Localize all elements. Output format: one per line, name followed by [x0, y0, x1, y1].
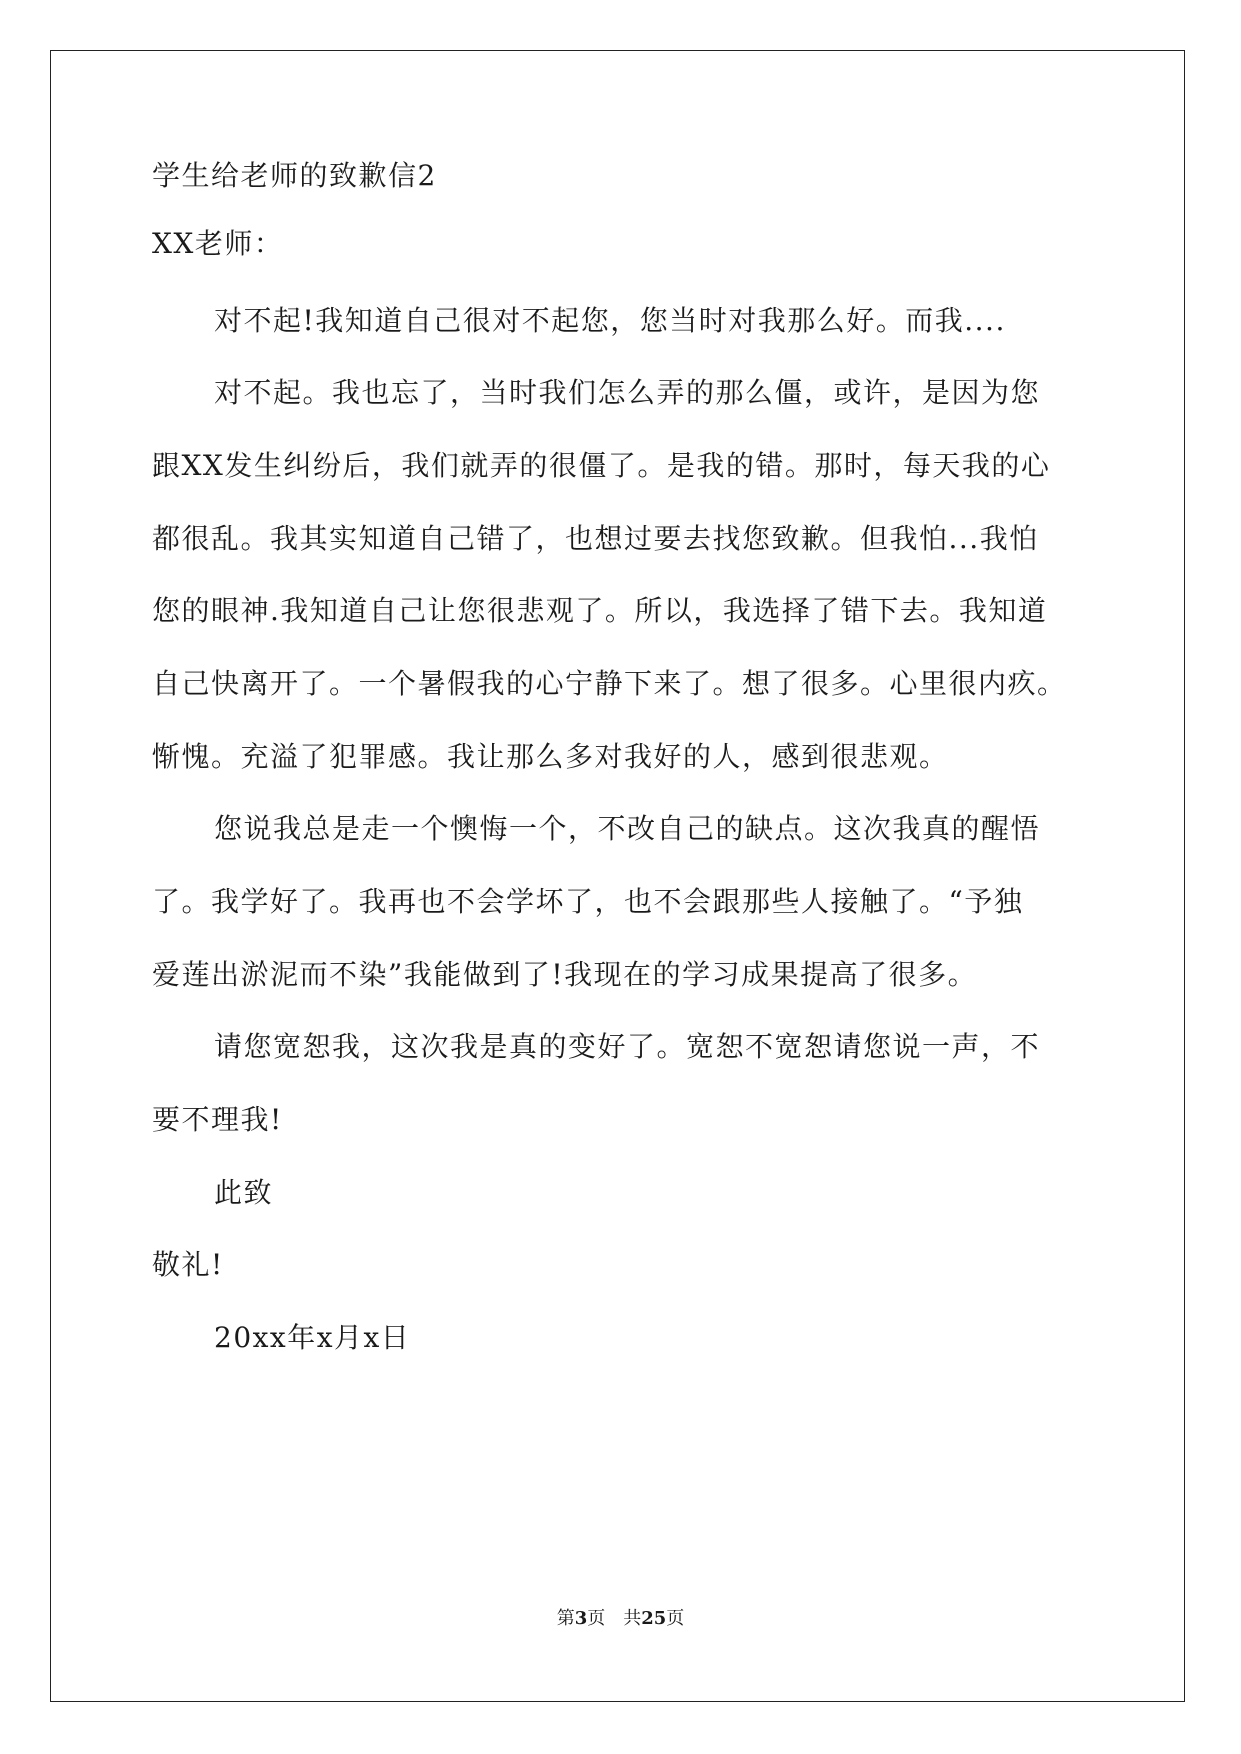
- paragraph-line: 爱莲出淤泥而不染”我能做到了!我现在的学习成果提高了很多。: [152, 958, 978, 991]
- paragraph-line: 您的眼神.我知道自己让您很悲观了。所以，我选择了错下去。我知道: [152, 594, 1048, 627]
- page-prefix: 第: [556, 1608, 575, 1629]
- page-suffix: 页: [587, 1608, 606, 1629]
- paragraph-line: 要不理我!: [152, 1103, 283, 1136]
- paragraph-line: 请您宽恕我，这次我是真的变好了。宽恕不宽恕请您说一声，不: [214, 1030, 1041, 1063]
- paragraph-line: 惭愧。充溢了犯罪感。我让那么多对我好的人，感到很悲观。: [152, 740, 949, 773]
- page-number: 3: [574, 1608, 588, 1629]
- closing-line: 此致: [214, 1176, 274, 1209]
- paragraph-line: 对不起。我也忘了，当时我们怎么弄的那么僵，或许，是因为您: [214, 376, 1041, 409]
- total-prefix: 共: [623, 1608, 642, 1629]
- page-border: [50, 50, 1185, 1702]
- paragraph-line: 自己快离开了。一个暑假我的心宁静下来了。想了很多。心里很内疚。: [152, 667, 1067, 700]
- paragraph-line: 了。我学好了。我再也不会学坏了，也不会跟那些人接触了。“予独: [152, 885, 1024, 918]
- total-suffix: 页: [666, 1608, 685, 1629]
- closing-regards: 敬礼!: [152, 1248, 224, 1281]
- page-footer: [0, 1607, 1241, 1631]
- paragraph-line: 都很乱。我其实知道自己错了，也想过要去找您致歉。但我怕...我怕: [152, 522, 1039, 555]
- document-title: 学生给老师的致歉信2: [152, 159, 437, 192]
- letter-date: 20xx年x月x日: [214, 1321, 411, 1354]
- paragraph-line: 跟XX发生纠纷后，我们就弄的很僵了。是我的错。那时，每天我的心: [152, 449, 1051, 482]
- salutation: XX老师：: [152, 227, 284, 260]
- paragraph-line: 对不起!我知道自己很对不起您，您当时对我那么好。而我....: [214, 304, 1006, 337]
- paragraph-line: 您说我总是走一个懊悔一个，不改自己的缺点。这次我真的醒悟: [214, 812, 1041, 845]
- total-pages: 25: [641, 1608, 667, 1629]
